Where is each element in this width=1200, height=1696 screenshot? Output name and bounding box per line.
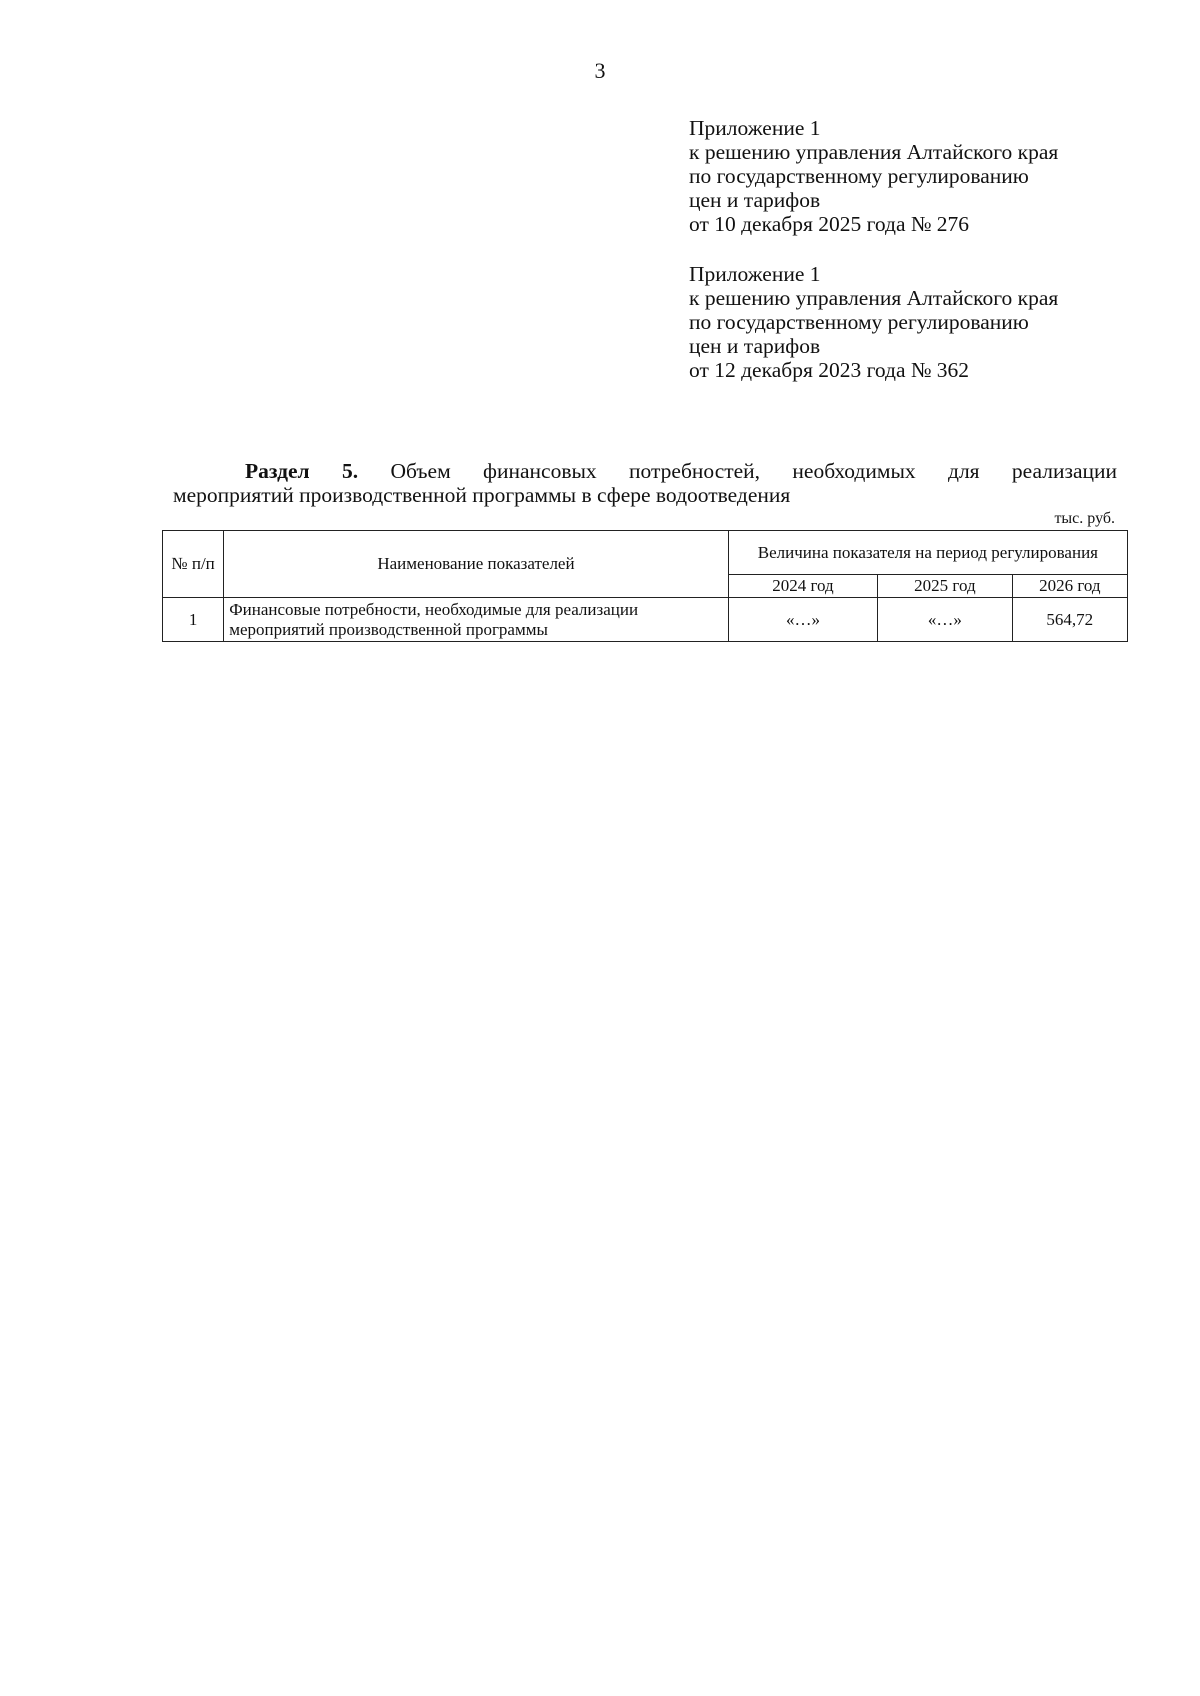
header-year-2024: 2024 год — [728, 575, 877, 598]
value-2026: 564,72 — [1012, 598, 1127, 642]
appendix-line: цен и тарифов — [689, 188, 821, 212]
appendix-line: цен и тарифов — [689, 334, 821, 358]
section-title-part2: мероприятий производственной программы в сфере водоотведения — [173, 483, 791, 507]
table-header-row — [163, 531, 1128, 575]
row-number: 1 — [163, 598, 224, 642]
appendix-line: к решению управления Алтайского края — [689, 140, 1059, 164]
section-heading-line1 — [173, 459, 1117, 483]
header-name: Наименование показателей — [224, 531, 729, 598]
appendix-block-current — [689, 116, 1169, 236]
row-name: Финансовые потребности, необходимые для реализации мероприятий производственной программы — [224, 598, 729, 642]
value-2025: «…» — [878, 598, 1012, 642]
appendix-date-number: от 10 декабря 2025 года № 276 — [689, 212, 969, 236]
header-year-2025: 2025 год — [878, 575, 1012, 598]
header-period: Величина показателя на период регулирования — [728, 531, 1127, 575]
header-year-2026: 2026 год — [1012, 575, 1127, 598]
table-row — [163, 598, 1128, 642]
appendix-title: Приложение 1 — [689, 262, 821, 286]
section-title-part1: Объем финансовых потребностей, необходимых для реализации — [390, 459, 1118, 483]
appendix-line: по государственному регулированию — [689, 310, 1029, 334]
appendix-date-number: от 12 декабря 2023 года № 362 — [689, 358, 969, 382]
header-number: № п/п — [163, 531, 224, 598]
section-heading — [173, 459, 1117, 507]
appendix-title: Приложение 1 — [689, 116, 821, 140]
units-label: тыс. руб. — [1054, 510, 1115, 527]
section-label: Раздел 5. — [245, 459, 359, 483]
appendix-line: к решению управления Алтайского края — [689, 286, 1059, 310]
indicators-table — [162, 530, 1128, 642]
page-number: 3 — [594, 58, 606, 83]
appendix-block-original — [689, 262, 1169, 382]
appendix-line: по государственному регулированию — [689, 164, 1029, 188]
value-2024: «…» — [728, 598, 877, 642]
